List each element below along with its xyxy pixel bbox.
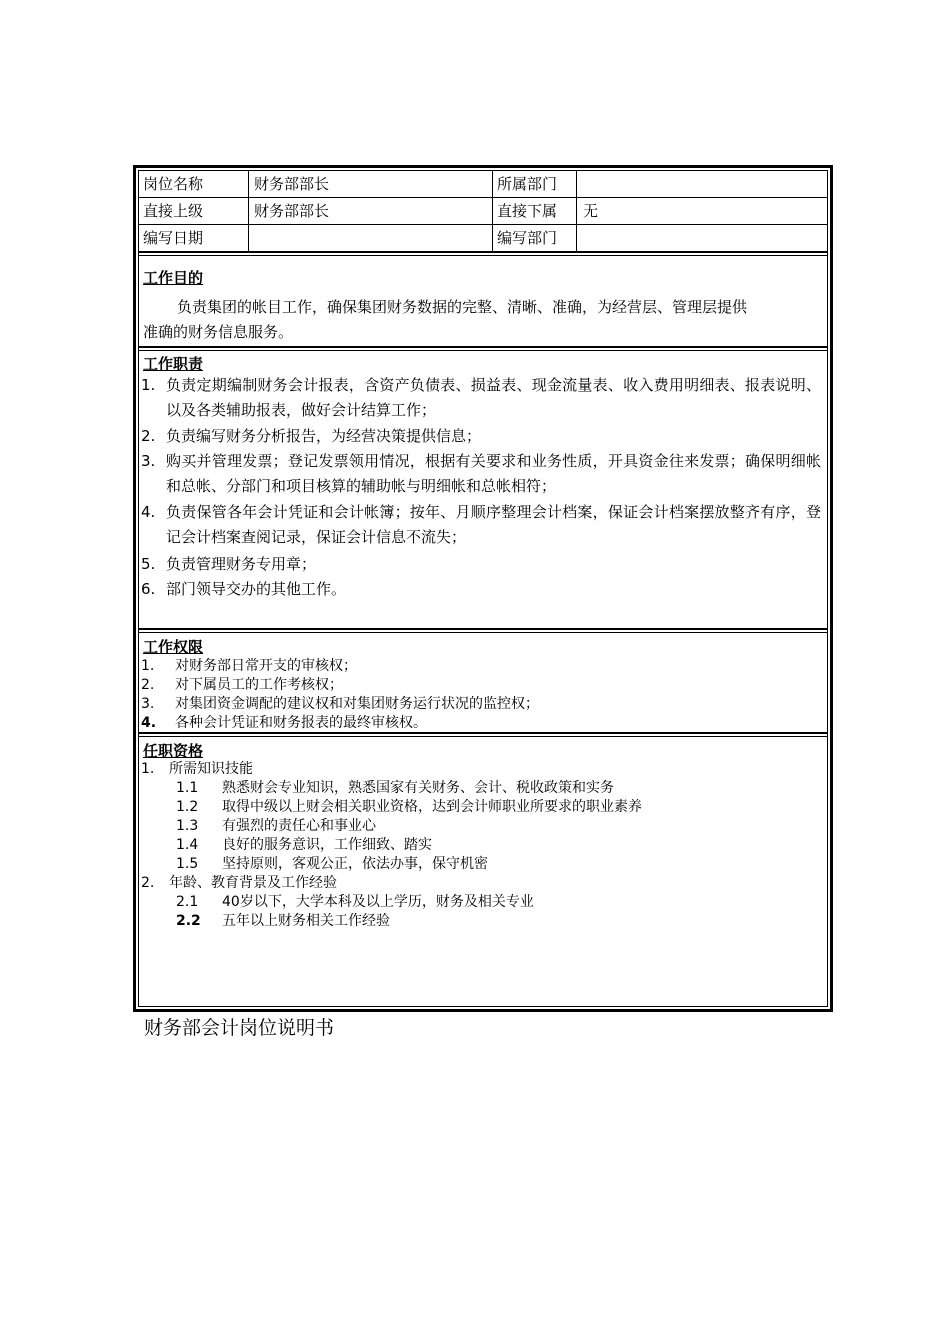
subordinate-value: 无 xyxy=(583,202,599,220)
qualification-item xyxy=(176,779,614,798)
item-number: 1.1 xyxy=(176,780,199,796)
duty-text: 负责管理财务专用章； xyxy=(166,555,317,573)
duty-item xyxy=(141,424,821,449)
supervisor-label: 直接上级 xyxy=(139,198,249,224)
duty-item xyxy=(141,373,821,423)
header-row-2 xyxy=(139,198,827,225)
qualification-item xyxy=(176,893,534,912)
item-number: 1.3 xyxy=(176,818,199,834)
authority-number: 4. xyxy=(141,715,157,731)
item-number: 1.4 xyxy=(176,837,199,853)
duty-text: 负责保管各年会计凭证和会计帐簿；按年、月顺序整理会计档案，保证会计档案摆放整齐有序，登记会计档案查阅记录，保证会计信息不流失； xyxy=(166,503,821,546)
header-row-3 xyxy=(139,225,827,251)
author-dept-label: 编写部门 xyxy=(493,225,577,251)
document-caption: 财务部会计岗位说明书 xyxy=(144,1017,335,1039)
department-value xyxy=(577,171,827,197)
duty-item xyxy=(141,552,821,577)
duty-text: 负责编写财务分析报告，为经营决策提供信息； xyxy=(166,427,482,445)
department-label: 所属部门 xyxy=(493,171,577,197)
qualifications-title: 任职资格 xyxy=(143,742,204,760)
item-text: 五年以上财务相关工作经验 xyxy=(222,913,390,929)
duty-number: 4. xyxy=(141,503,156,521)
duty-text: 部门领导交办的其他工作。 xyxy=(166,580,347,598)
qualification-item xyxy=(176,912,390,931)
qualification-group xyxy=(141,760,253,779)
position-name-value: 财务部部长 xyxy=(249,171,493,197)
item-text: 坚持原则，客观公正，依法办事，保守机密 xyxy=(222,856,488,872)
group-text: 所需知识技能 xyxy=(169,761,253,777)
header-row-1 xyxy=(139,171,827,198)
group-number: 1. xyxy=(141,761,155,777)
job-description-table xyxy=(133,165,833,1012)
item-number: 2.2 xyxy=(176,913,201,929)
item-text: 良好的服务意识，工作细致、踏实 xyxy=(222,837,432,853)
purpose-line-2: 准确的财务信息服务。 xyxy=(143,323,294,341)
duty-number: 2. xyxy=(141,427,156,445)
authority-text: 对集团资金调配的建议权和对集团财务运行状况的监控权； xyxy=(175,696,539,712)
qualification-group xyxy=(141,874,337,893)
position-name-label: 岗位名称 xyxy=(139,171,249,197)
section-divider xyxy=(139,346,827,351)
item-number: 1.2 xyxy=(176,799,199,815)
item-text: 有强烈的责任心和事业心 xyxy=(222,818,376,834)
duty-text: 负责定期编制财务会计报表，含资产负债表、损益表、现金流量表、收入费用明细表、报表说明、以及各类辅助报表，做好会计结算工作； xyxy=(166,376,821,419)
authority-item xyxy=(141,657,357,676)
qualification-item xyxy=(176,836,432,855)
item-text: 40岁以下，大学本科及以上学历，财务及相关专业 xyxy=(222,894,534,910)
authority-item xyxy=(141,695,539,714)
authority-title: 工作权限 xyxy=(143,638,204,656)
duties-title: 工作职责 xyxy=(143,355,204,373)
authority-text: 各种会计凭证和财务报表的最终审核权。 xyxy=(175,715,427,731)
author-dept-value xyxy=(577,225,827,251)
group-number: 2. xyxy=(141,875,155,891)
qualification-item xyxy=(176,855,488,874)
table-inner-frame xyxy=(138,170,828,1007)
section-divider xyxy=(139,251,827,256)
duty-item xyxy=(141,449,821,499)
authority-number: 3. xyxy=(141,696,155,712)
authority-item xyxy=(141,714,427,733)
authority-number: 2. xyxy=(141,677,155,693)
group-text: 年龄、教育背景及工作经验 xyxy=(169,875,337,891)
authority-number: 1. xyxy=(141,658,155,674)
date-value xyxy=(249,225,493,251)
duty-text: 购买并管理发票；登记发票领用情况，根据有关要求和业务性质，开具资金往来发票；确保明细帐和总帐、分部门和项目核算的辅助帐与明细帐和总帐相符； xyxy=(166,452,821,495)
item-text: 取得中级以上财会相关职业资格，达到会计师职业所要求的职业素养 xyxy=(222,799,642,815)
qualification-item xyxy=(176,817,376,836)
item-number: 2.1 xyxy=(176,894,199,910)
authority-text: 对财务部日常开支的审核权； xyxy=(175,658,357,674)
purpose-title: 工作目的 xyxy=(143,269,204,287)
duty-number: 1. xyxy=(141,376,156,394)
duty-item xyxy=(141,500,821,550)
section-divider xyxy=(139,732,827,737)
duty-number: 5. xyxy=(141,555,156,573)
subordinate-label: 直接下属 xyxy=(493,198,577,224)
supervisor-value: 财务部部长 xyxy=(249,198,493,224)
date-label: 编写日期 xyxy=(139,225,249,251)
purpose-line-1: 负责集团的帐目工作，确保集团财务数据的完整、清晰、准确，为经营层、管理层提供 xyxy=(177,298,748,316)
duty-number: 3. xyxy=(141,452,156,470)
authority-text: 对下属员工的工作考核权； xyxy=(175,677,343,693)
duty-item xyxy=(141,577,821,602)
section-divider xyxy=(139,628,827,633)
item-text: 熟悉财会专业知识，熟悉国家有关财务、会计、税收政策和实务 xyxy=(222,780,614,796)
item-number: 1.5 xyxy=(176,856,199,872)
duty-number: 6. xyxy=(141,580,156,598)
qualification-item xyxy=(176,798,642,817)
authority-item xyxy=(141,676,343,695)
